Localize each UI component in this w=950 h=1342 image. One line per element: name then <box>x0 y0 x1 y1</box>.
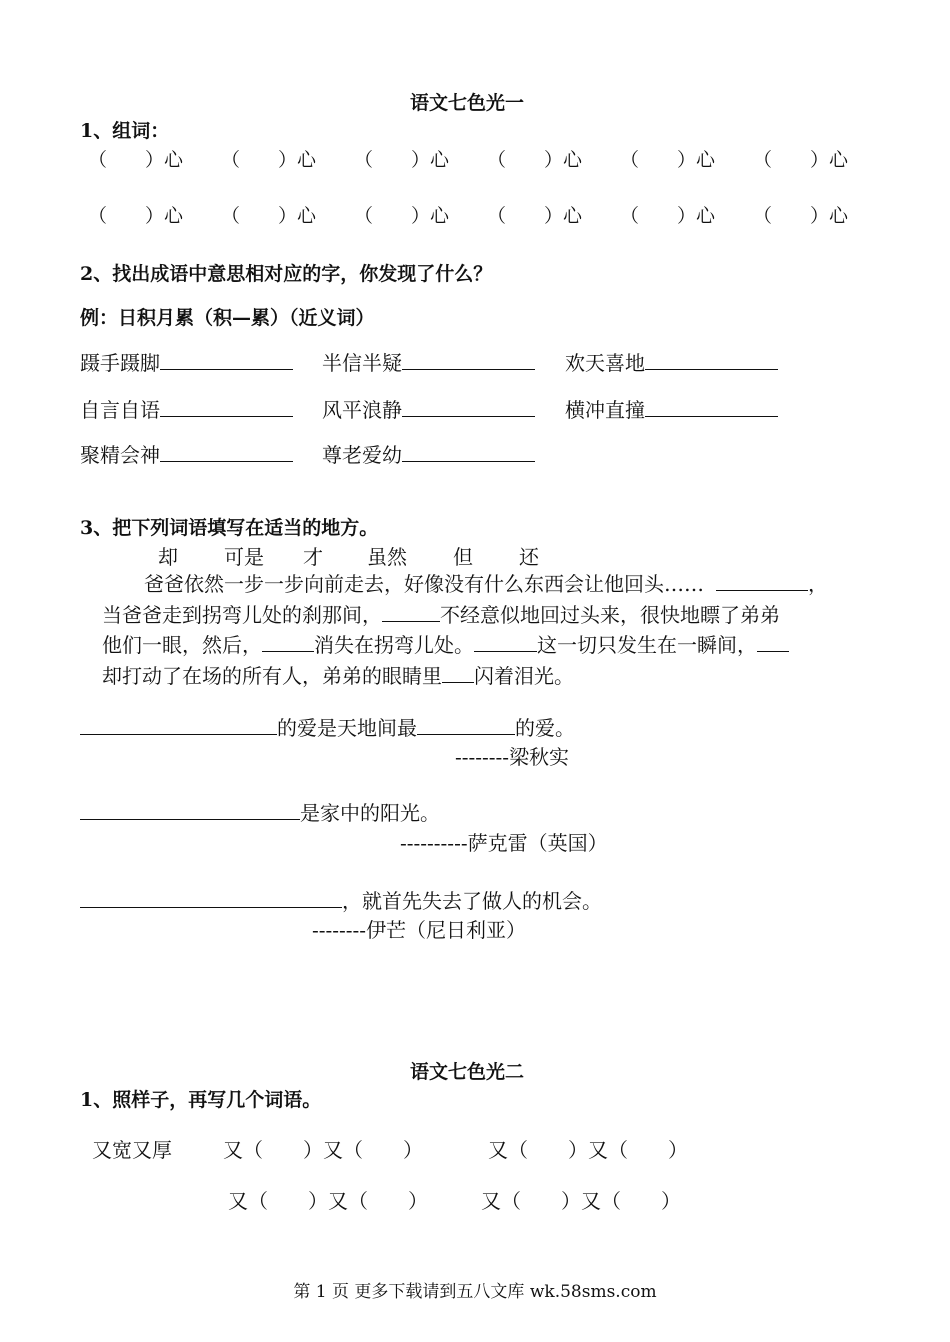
word-bank-item: 还 <box>519 545 539 569</box>
idiom-item: 欢天喜地 <box>565 347 778 376</box>
answer-line[interactable] <box>80 889 342 908</box>
word-blank[interactable]: 又（ ）又（ ） <box>223 1138 423 1162</box>
answer-line[interactable] <box>417 716 515 735</box>
word-blank[interactable]: 又（ ）又（ ） <box>488 1138 688 1162</box>
answer-line[interactable] <box>645 351 778 370</box>
passage-line: 却打动了在场的所有人，弟弟的眼睛里 闪着泪光。 <box>102 663 574 688</box>
quote-line: 的爱是天地间最 的爱。 <box>80 712 575 741</box>
word-blank[interactable]: （ ）心 <box>88 149 184 171</box>
q2-example: 例：日积月累（积—累）（近义词） <box>80 307 375 329</box>
word-blank[interactable]: （ ）心 <box>221 205 317 227</box>
answer-line[interactable] <box>382 603 440 622</box>
q2-heading: 2、找出成语中意思相对应的字，你发现了什么？ <box>80 263 493 285</box>
word-bank <box>158 541 539 570</box>
answer-line[interactable] <box>474 633 537 652</box>
quote-author: ----------萨克雷（英国） <box>400 831 608 855</box>
quote-author: --------梁秋实 <box>455 745 570 769</box>
answer-line[interactable] <box>645 398 778 417</box>
word-blank[interactable]: 又（ ）又（ ） <box>481 1189 681 1213</box>
passage-line: 他们一眼，然后， 消失在拐弯儿处。 这一切只发生在一瞬间， <box>102 630 828 661</box>
answer-line[interactable] <box>716 572 808 591</box>
s2-q1-heading: 1、照样子，再写几个词语。 <box>80 1089 322 1111</box>
quote-line: ，就首先失去了做人的机会。 <box>80 885 602 914</box>
word-bank-item: 可是 <box>224 545 264 569</box>
word-blank[interactable]: （ ）心 <box>753 205 849 227</box>
passage-line: 爸爸依然一步一步向前走去，好像没有什么东西会让他回头…… ， <box>144 572 828 596</box>
answer-line[interactable] <box>402 398 535 417</box>
word-blank[interactable]: （ ）心 <box>88 205 184 227</box>
answer-line[interactable] <box>402 443 535 462</box>
section-title: 语文七色光二 <box>410 1061 525 1083</box>
answer-line[interactable] <box>160 443 293 462</box>
passage-line: 当爸爸走到拐弯儿处的刹那间， 不经意似地回过头来，很快地瞟了弟弟 <box>102 602 780 627</box>
word-bank-item: 却 <box>158 545 178 569</box>
answer-line[interactable] <box>160 351 293 370</box>
word-bank-item: 才 <box>303 545 323 569</box>
word-blank[interactable]: （ ）心 <box>487 205 583 227</box>
idiom-item: 风平浪静 <box>322 394 535 423</box>
answer-line[interactable] <box>262 633 314 652</box>
quote-line: 是家中的阳光。 <box>80 797 440 826</box>
page-title: 语文七色光一 <box>410 92 525 114</box>
answer-line[interactable] <box>160 398 293 417</box>
idiom-item: 横冲直撞 <box>565 394 778 423</box>
answer-line[interactable] <box>442 664 474 683</box>
word-blank[interactable]: （ ）心 <box>620 205 716 227</box>
s2-example: 又宽又厚 <box>92 1138 172 1162</box>
word-blank[interactable]: （ ）心 <box>620 149 716 171</box>
answer-line[interactable] <box>402 351 535 370</box>
word-row-1 <box>88 145 886 172</box>
page-footer: 第 1 页 更多下载请到五八文库 wk.58sms.com <box>293 1282 657 1302</box>
word-blank[interactable]: （ ）心 <box>354 205 450 227</box>
q3-heading: 3、把下列词语填写在适当的地方。 <box>80 517 379 539</box>
idiom-item: 半信半疑 <box>322 347 535 376</box>
quote-author: --------伊芒（尼日利亚） <box>312 918 527 942</box>
word-blank[interactable]: （ ）心 <box>221 149 317 171</box>
word-blank[interactable]: （ ）心 <box>753 149 849 171</box>
answer-line[interactable] <box>80 716 277 735</box>
idiom-item: 聚精会神 <box>80 439 293 468</box>
word-bank-item: 虽然 <box>367 545 407 569</box>
idiom-item: 尊老爱幼 <box>322 439 535 468</box>
q1-heading: 1、组词： <box>80 120 170 142</box>
word-blank[interactable]: （ ）心 <box>487 149 583 171</box>
answer-line[interactable] <box>80 801 300 820</box>
idiom-item: 自言自语 <box>80 394 293 423</box>
word-row-2 <box>88 201 886 228</box>
answer-line[interactable] <box>757 633 789 652</box>
word-bank-item: 但 <box>453 545 473 569</box>
word-blank[interactable]: 又（ ）又（ ） <box>228 1189 428 1213</box>
passage <box>102 569 828 691</box>
idiom-item: 蹑手蹑脚 <box>80 347 293 376</box>
word-blank[interactable]: （ ）心 <box>354 149 450 171</box>
